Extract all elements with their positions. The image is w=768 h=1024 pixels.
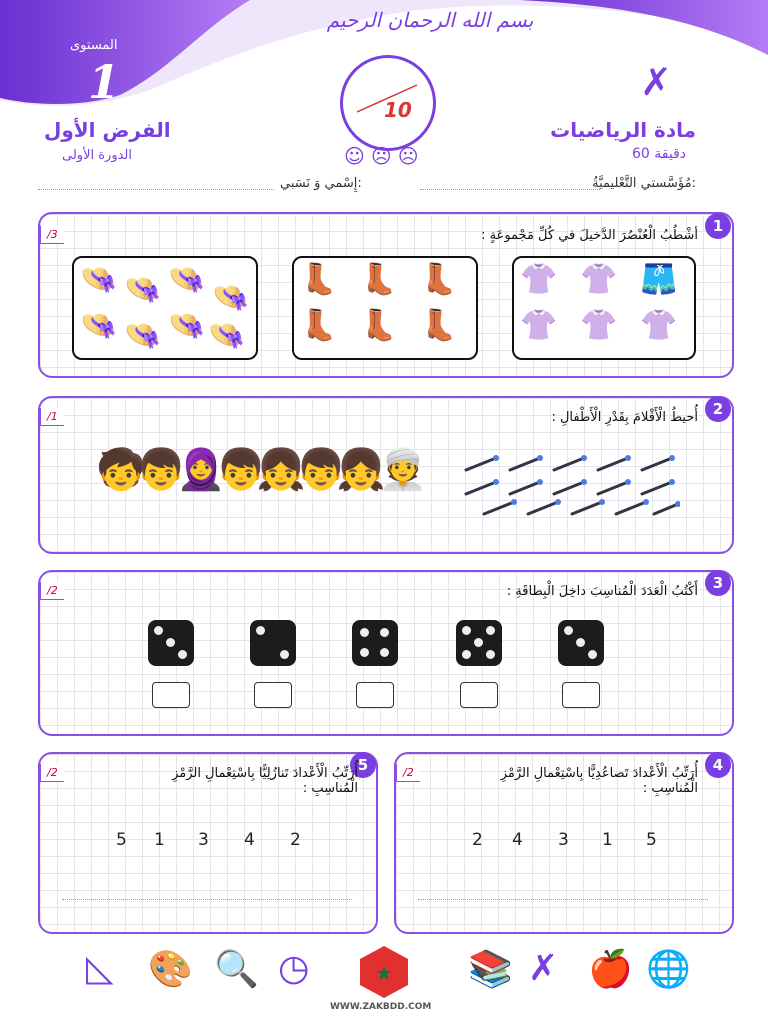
pencil (642, 482, 672, 494)
question-4-text: أُرَتِّبُ الْأَعْدادَ تَصاعُدِيًّا بِاسْتِعْمالِ الرَّمْزِ الْمُناسِبِ : (500, 766, 698, 796)
hat-icon: 👒 (168, 262, 206, 297)
books-icon: 📚 (468, 949, 513, 990)
pencil (572, 502, 602, 514)
pencil (598, 482, 628, 494)
shirt-icon: 👚 (580, 308, 618, 343)
number-item: 1 (602, 830, 613, 850)
question-5-marks: /2 (40, 764, 64, 782)
question-3-number: 3 (705, 570, 731, 596)
pencil (510, 482, 540, 494)
morocco-flag-icon (358, 944, 410, 1000)
question-1-text: أشْطُبُ الْعُنْصُرَ الدَّخيلَ في كُلِّ مَجْموعَةٍ : (481, 228, 698, 243)
pencil (528, 502, 558, 514)
school-line[interactable] (420, 188, 600, 190)
pencil (554, 458, 584, 470)
exam-title: الفرض الأول (44, 118, 171, 142)
pencil (510, 458, 540, 470)
hat-icon: 👒 (124, 272, 162, 307)
pencil (598, 458, 628, 470)
pencil-ruler-icon: ✗ (528, 948, 559, 989)
die-3 (558, 620, 604, 666)
group-hats[interactable] (72, 256, 258, 360)
hat-icon: 👒 (212, 280, 250, 315)
question-3-text: أَكْتُبُ الْعَدَدَ الْمُناسِبَ داخِلَ الْبِطاقَةِ : (506, 584, 698, 599)
hat-icon: 👒 (124, 318, 162, 353)
number-item: 4 (244, 830, 255, 850)
number-item: 5 (646, 830, 657, 850)
hat-icon: 👒 (80, 262, 118, 297)
magnifier-icon: 🔍 (214, 949, 259, 990)
boot-icon: 👢 (300, 262, 338, 297)
child-icon: 🧕 (176, 447, 226, 493)
shirt-icon: 👚 (520, 262, 558, 297)
child-icon: 👦 (136, 447, 186, 493)
question-4-marks: /2 (396, 764, 420, 782)
boot-icon: 👢 (360, 262, 398, 297)
number-item: 2 (290, 830, 301, 850)
question-1-marks: /3 (40, 226, 64, 244)
shirt-icon: 👚 (520, 308, 558, 343)
question-4-number: 4 (705, 752, 731, 778)
pencil (484, 502, 514, 514)
shirt-icon: 👚 (580, 262, 618, 297)
question-3-marks: /2 (40, 582, 64, 600)
question-2-text: أُحيطُ الْأَقْلامَ بِقَدْرِ الْأَطْفالِ : (551, 410, 698, 425)
palette-icon: 🎨 (148, 949, 193, 990)
answer-box[interactable] (460, 682, 498, 708)
die-3 (148, 620, 194, 666)
pencil (642, 458, 672, 470)
question-5-text: أُرَتِّبُ الْأَعْدادَ تَنازُلِيًّا بِاسْتِعْمالِ الرَّمْزِ الْمُناسِبِ : (172, 766, 358, 796)
score-value: 10 (384, 98, 412, 122)
smiley-faces-icon: ☺☹☹ (344, 144, 425, 168)
clock-icon: ◷ (278, 948, 310, 989)
pencil (466, 482, 496, 494)
shorts-icon: 🩳 (640, 262, 678, 297)
svg-text:★: ★ (375, 961, 393, 985)
answer-box[interactable] (254, 682, 292, 708)
question-1-number: 1 (705, 213, 731, 239)
die-2 (250, 620, 296, 666)
shirt-icon: 👚 (640, 308, 678, 343)
boot-icon: 👢 (420, 308, 458, 343)
die-4 (352, 620, 398, 666)
level-number: 1 (88, 55, 121, 109)
boot-icon: 👢 (360, 308, 398, 343)
globe-icon: 🌐 (646, 949, 691, 990)
number-item: 5 (116, 830, 127, 850)
pencil (466, 458, 496, 470)
child-icon: 👧 (256, 447, 306, 493)
level-label: المستوى (70, 38, 118, 53)
number-item: 3 (558, 830, 569, 850)
question-2-marks: /1 (40, 408, 64, 426)
set-square-icon: ◺ (86, 948, 114, 989)
answer-line[interactable] (62, 898, 352, 900)
child-icon: 👧 (336, 447, 386, 493)
ruler-pencil-icon: ✗ (640, 60, 672, 104)
number-item: 3 (198, 830, 209, 850)
pencils-group[interactable] (460, 452, 680, 522)
group-clothes[interactable] (512, 256, 696, 360)
boot-icon: 👢 (300, 308, 338, 343)
group-boots[interactable] (292, 256, 478, 360)
answer-line[interactable] (418, 898, 708, 900)
session-label: الدورة الأولى (62, 148, 132, 163)
pencil (616, 502, 646, 514)
hat-icon: 👒 (208, 318, 246, 353)
subject-title: مادة الرياضيات (550, 118, 696, 142)
name-label: إِسْمي وَ نَسَبي: (280, 176, 362, 191)
number-item: 4 (512, 830, 523, 850)
boot-icon: 👢 (420, 262, 458, 297)
website-url[interactable]: WWW.ZAKBDD.COM (330, 1002, 432, 1012)
pencil (554, 482, 584, 494)
question-2-number: 2 (705, 396, 731, 422)
bismillah: بسم الله الرحمان الرحيم (326, 8, 534, 32)
answer-box[interactable] (152, 682, 190, 708)
child-icon: 👦 (296, 447, 346, 493)
number-item: 2 (472, 830, 483, 850)
pencil (654, 504, 678, 514)
apple-icon: 🍎 (588, 949, 633, 990)
answer-box[interactable] (562, 682, 600, 708)
hat-icon: 👒 (80, 308, 118, 343)
duration: 60 دقيقة (631, 146, 686, 162)
child-icon: 👦 (216, 447, 266, 493)
child-icon: 👳 (378, 447, 428, 493)
children-group (96, 436, 430, 528)
number-item: 1 (154, 830, 165, 850)
name-line[interactable] (38, 188, 274, 190)
die-5 (456, 620, 502, 666)
question-5-number: 5 (350, 752, 376, 778)
hat-icon: 👒 (168, 308, 206, 343)
school-label: مُؤَسَّستي التَّعْليميَّةُ: (592, 176, 696, 191)
answer-box[interactable] (356, 682, 394, 708)
child-icon: 🧒 (96, 447, 146, 493)
